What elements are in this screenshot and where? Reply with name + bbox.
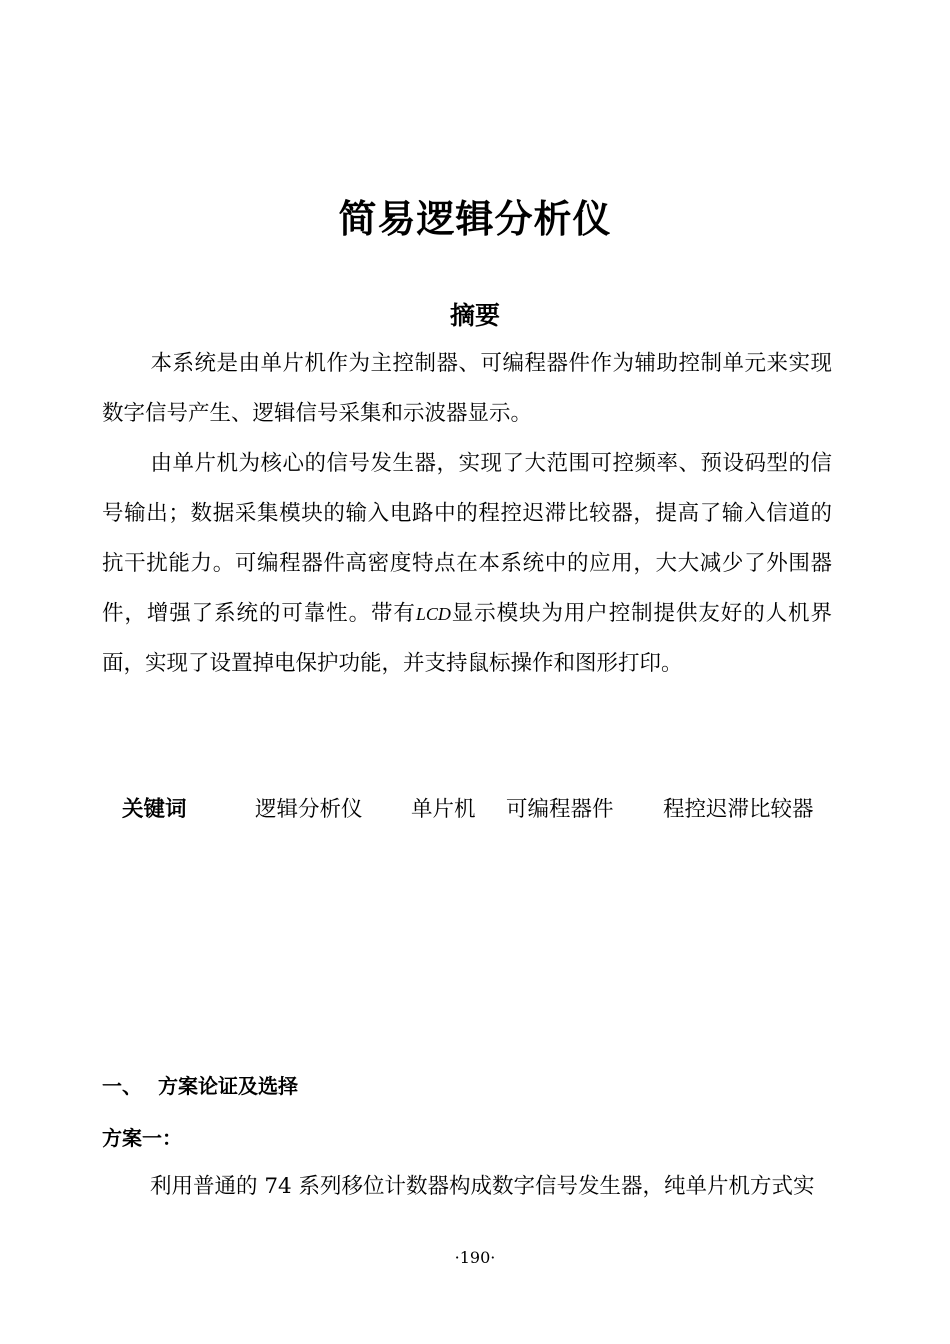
section-heading: [102, 1070, 298, 1099]
abstract-paragraph-2: [102, 439, 832, 689]
lcd-term: LCD: [415, 604, 451, 624]
section-number: 一、: [102, 1074, 142, 1098]
abstract-paragraph-1-text: 本系统是由单片机作为主控制器、可编程器件作为辅助控制单元来实现数字信号产生、逻辑信号采集和示波器显示。: [102, 351, 832, 426]
abstract-paragraph-2-text-b: 显示模块为用户控制提供友好的人机界面，实现了设置掉电保护功能，并支持鼠标操作和图形打印。: [102, 601, 832, 676]
section-title: 方案论证及选择: [158, 1074, 298, 1098]
abstract-paragraph-1: [102, 339, 832, 439]
document-title: 简易逻辑分析仪: [338, 197, 612, 241]
keyword-item: 单片机: [411, 797, 476, 822]
abstract-paragraph-2-text-a: 由单片机为核心的信号发生器，实现了大范围可控频率、预设码型的信号输出；数据采集模块的输入电路中的程控迟滞比较器，提高了输入信道的抗干扰能力。可编程器件高密度特点在本系统中的应用，大大减少了外围器件，增强了系统的可靠性。带有: [102, 451, 832, 626]
section-paragraph: [102, 1162, 832, 1212]
keyword-item: 程控迟滞比较器: [663, 797, 814, 822]
keyword-item: 可编程器件: [506, 797, 614, 822]
page-number: ·190·: [454, 1248, 496, 1267]
abstract-heading: 摘要: [449, 301, 500, 330]
section-paragraph-text: 利用普通的 74 系列移位计数器构成数字信号发生器，纯单片机方式实: [150, 1174, 815, 1199]
keywords-row: [122, 792, 842, 832]
keyword-item: 逻辑分析仪: [255, 797, 363, 822]
keywords-label: 关键词: [122, 797, 187, 822]
sub-heading: 方案一：: [102, 1126, 182, 1150]
